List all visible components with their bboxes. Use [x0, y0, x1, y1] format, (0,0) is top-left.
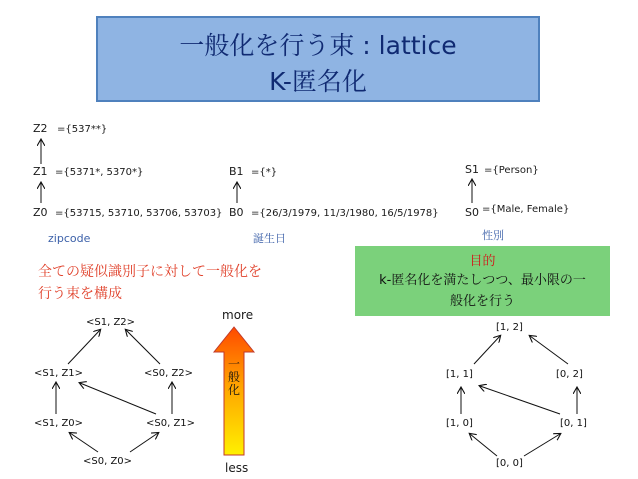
edge-01-11	[480, 386, 560, 414]
lattice-node: <S1, Z2>	[86, 317, 136, 328]
birth-caption: 誕生日	[253, 232, 286, 245]
birth-level-b1: B1	[229, 165, 244, 178]
birth-b1-values: ={*}	[251, 167, 278, 178]
sex-s0-values: ={Male, Female}	[482, 204, 570, 215]
birth-level-b0: B0	[229, 206, 244, 219]
edge-s1z1-s1z2	[68, 330, 100, 364]
lattice-node: [1, 2]	[496, 322, 523, 333]
title-line-1: 一般化を行う束 : lattice	[179, 31, 457, 60]
zip-level-z2: Z2	[33, 122, 48, 135]
edge-s0z1-s1z1	[80, 383, 156, 414]
lattice-node: [0, 0]	[496, 458, 523, 469]
goal-line-1: k-匿名化を満たしつつ、最小限の一	[379, 273, 586, 288]
edge-11-12	[474, 336, 500, 364]
edge-00-01	[524, 434, 560, 456]
lattice-node: [1, 0]	[446, 418, 473, 429]
edge-s0z2-s1z2	[126, 330, 160, 364]
note-line-2: 行う束を構成	[38, 286, 122, 302]
zip-level-z1: Z1	[33, 165, 48, 178]
arrow-top-label: more	[222, 308, 254, 322]
lattice-node: <S0, Z2>	[144, 368, 194, 379]
edge-00-10	[470, 434, 497, 456]
lattice-node: <S1, Z0>	[34, 418, 84, 429]
edge-s0z0-s0z1	[130, 433, 158, 452]
lattice-node: <S1, Z1>	[34, 368, 84, 379]
note-line-1: 全ての疑似識別子に対して一般化を	[38, 264, 262, 280]
birth-b0-values: ={26/3/1979, 11/3/1980, 16/5/1978}	[251, 208, 439, 219]
sex-s1-values: ={Person}	[484, 165, 539, 176]
lattice-node: <S0, Z1>	[146, 418, 196, 429]
zip-z0-values: ={53715, 53710, 53706, 53703}	[55, 208, 223, 219]
lattice-node: [0, 1]	[560, 418, 587, 429]
sex-caption: 性別	[482, 229, 504, 242]
zip-z2-values: ={537**}	[57, 124, 108, 135]
lattice-node: [0, 2]	[556, 369, 583, 380]
sex-level-s1: S1	[465, 163, 479, 176]
goal-line-2: 般化を行う	[449, 294, 515, 309]
title-line-2: K-匿名化	[269, 67, 367, 96]
lattice-node: [1, 1]	[446, 369, 473, 380]
edge-02-12	[530, 336, 568, 364]
sex-level-s0: S0	[465, 206, 479, 219]
goal-title: 目的	[469, 254, 496, 269]
arrow-label: 一般化	[227, 357, 240, 397]
zip-z1-values: ={5371*, 5370*}	[55, 167, 144, 178]
zip-level-z0: Z0	[33, 206, 48, 219]
arrow-bottom-label: less	[225, 461, 249, 475]
zip-caption: zipcode	[48, 232, 91, 245]
lattice-node: <S0, Z0>	[83, 456, 133, 467]
edge-s0z0-s1z0	[70, 433, 98, 452]
goal-box	[355, 246, 610, 316]
